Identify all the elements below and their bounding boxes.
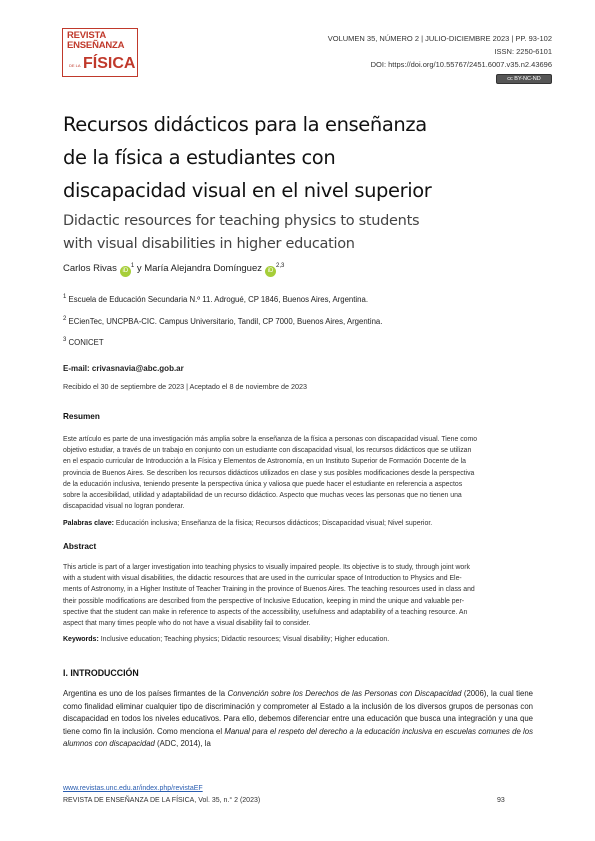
received-accepted-dates: Recibido el 30 de septiembre de 2023 | Aceptado el 8 de noviembre de 2023 xyxy=(63,382,308,391)
contact-email[interactable]: E-mail: crivasnavia@abc.gob.ar xyxy=(63,364,184,373)
keywords-label: Palabras clave: xyxy=(63,520,114,527)
intro-text: (ADC, 2014), la xyxy=(154,739,211,749)
resumen-line: sobre la accesibilidad, utilidad y adaptabilidad de un recurso didáctico. Aspecto que muchas veces las personas que no tienen una xyxy=(63,492,462,500)
abstract-body xyxy=(63,562,533,629)
affiliation-1 xyxy=(63,294,368,304)
title-line: discapacidad visual en el nivel superior xyxy=(63,179,432,202)
resumen-line: de la educación inclusiva, teniendo presente la perspectiva única y valiosa que puede hacer el estudiante en referencia a aspectos xyxy=(63,480,463,488)
intro-paragraph xyxy=(63,688,533,751)
title-line: Recursos didácticos para la enseñanza xyxy=(63,113,427,136)
intro-text: (2006), la cual tiene como finalidad eliminar cualquier tipo de discriminación y comprometer al Estado a la inclusión de los diversos grupos de personas con discapacidad en todos los niveles educativos. Para ello, debemos diferenciar entre una educación que busca una integración y una que tiene como fin la inclusión. Como menciona el xyxy=(63,689,533,736)
journal-logo xyxy=(62,28,138,77)
page-number: 93 xyxy=(497,797,505,804)
intro-emphasis: Manual para el respeto del derecho a la educación inclusiva en escuelas comunes de los alumnos con discapacidad xyxy=(63,726,533,749)
abstract-line: aspect that many times people who do not have a visual disability fail to consider. xyxy=(63,620,311,628)
affil-text: ECienTec, UNCPBA-CIC. Campus Universitario, Tandil, CP 7000, Buenos Aires, Argentina. xyxy=(68,317,383,326)
title-line: de la física a estudiantes con xyxy=(63,146,336,169)
resumen-line: provincia de Buenos Aires. Se describen los recursos didácticos utilizados en clase y sus posibles modificaciones desde la perspectiva xyxy=(63,469,475,477)
resumen-line: Este artículo es parte de una investigación más amplia sobre la enseñanza de la física a personas con discapacidad visual. Tiene como xyxy=(63,436,478,443)
author-2-affil: 2,3 xyxy=(276,263,285,269)
abstract-line: their possible modifications are described from the perspective of Inclusive Education, keeping in mind the unique and valuable per- xyxy=(63,597,465,605)
intro-emphasis: Convención sobre los Derechos de las Personas con Discapacidad xyxy=(227,689,462,698)
issn: ISSN: 2250-6101 xyxy=(494,47,552,56)
subtitle-line: with visual disabilities in higher education xyxy=(63,236,355,252)
abstract-line: with a student with visual disabilities, the didactic resources that are used in the curricular space of Introduction to Physics and Ele- xyxy=(63,575,462,583)
footer-journal: REVISTA DE ENSEÑANZA DE LA FÍSICA, Vol. 35, n.° 2 (2023) xyxy=(63,797,261,804)
affil-num: 2 xyxy=(63,316,67,322)
author-1: Carlos Rivas xyxy=(63,263,117,274)
article-title xyxy=(63,108,533,207)
volume-info: VOLUMEN 35, NÚMERO 2 | JULIO-DICIEMBRE 2023 | PP. 93-102 xyxy=(327,34,552,43)
keywords-label: Keywords: xyxy=(63,636,99,643)
logo-line-fisica: FÍSICA xyxy=(83,55,136,72)
cc-license-badge[interactable]: cc BY-NC-ND xyxy=(496,74,552,84)
journal-url-link[interactable]: www.revistas.unc.edu.ar/index.php/revistaEF xyxy=(63,785,203,792)
resumen-line: en el espacio curricular de Introducción a la Física y Elementos de Astronomía, en un Instituto Superior de Formación Docente de la xyxy=(63,458,466,466)
affil-num: 1 xyxy=(63,294,67,300)
abstract-line: spective that the student can make in reference to aspects of the accessibility, usefulness and adaptability of a teaching resource. An xyxy=(63,608,468,616)
article-subtitle xyxy=(63,210,533,256)
keywords-text: Inclusive education; Teaching physics; Didactic resources; Visual disability; Higher education. xyxy=(98,636,390,643)
affiliation-3 xyxy=(63,337,104,347)
subtitle-line: Didactic resources for teaching physics to students xyxy=(63,213,420,229)
resumen-line: discapacidad visual no logran ponderar. xyxy=(63,503,185,511)
section-heading-introduccion: I. INTRODUCCIÓN xyxy=(63,668,139,678)
logo-line-ensenanza: ENSEÑANZA xyxy=(67,40,125,51)
keywords xyxy=(63,636,533,643)
abstract-line: ments of Astronomy, in a Higher Institute of Teacher Training in the province of Buenos Aires. The teaching resources used in class and xyxy=(63,586,475,594)
affil-text: Escuela de Educación Secundaria N.º 11. Adrogué, CP 1846, Buenos Aires, Argentina. xyxy=(68,295,368,304)
abstract-heading: Abstract xyxy=(63,542,97,551)
keywords-text: Educación inclusiva; Enseñanza de la física; Recursos didácticos; Discapacidad visual; Nivel superior. xyxy=(113,520,433,527)
palabras-clave xyxy=(63,520,533,527)
affil-text: CONICET xyxy=(68,338,104,347)
logo-line-dela: DE LA xyxy=(69,63,81,68)
orcid-icon[interactable]: iD xyxy=(265,266,276,277)
doi[interactable]: DOI: https://doi.org/10.55767/2451.6007.v35.n2.43696 xyxy=(370,60,552,69)
journal-meta xyxy=(328,32,552,84)
resumen-heading: Resumen xyxy=(63,412,100,421)
author-2: María Alejandra Domínguez xyxy=(144,263,262,274)
intro-text: Argentina es uno de los países firmantes de la xyxy=(63,689,228,698)
orcid-icon[interactable]: iD xyxy=(120,266,131,277)
logo-line-revista: REVISTA xyxy=(67,30,107,41)
resumen-body xyxy=(63,434,533,512)
affiliation-2 xyxy=(63,316,382,326)
author-line xyxy=(63,263,284,277)
resumen-line: objetivo estudiar, a través de un trabajo en conjunto con un estudiante con discapacidad visual, los recursos didácticos que se utilizan xyxy=(63,447,472,455)
author-1-affil: 1 xyxy=(130,263,135,269)
abstract-line: This article is part of a larger investigation into teaching physics to visually impaired people. Its objective is to study, through joint work xyxy=(63,564,471,571)
author-joiner: y xyxy=(136,263,142,274)
affil-num: 3 xyxy=(63,337,67,343)
